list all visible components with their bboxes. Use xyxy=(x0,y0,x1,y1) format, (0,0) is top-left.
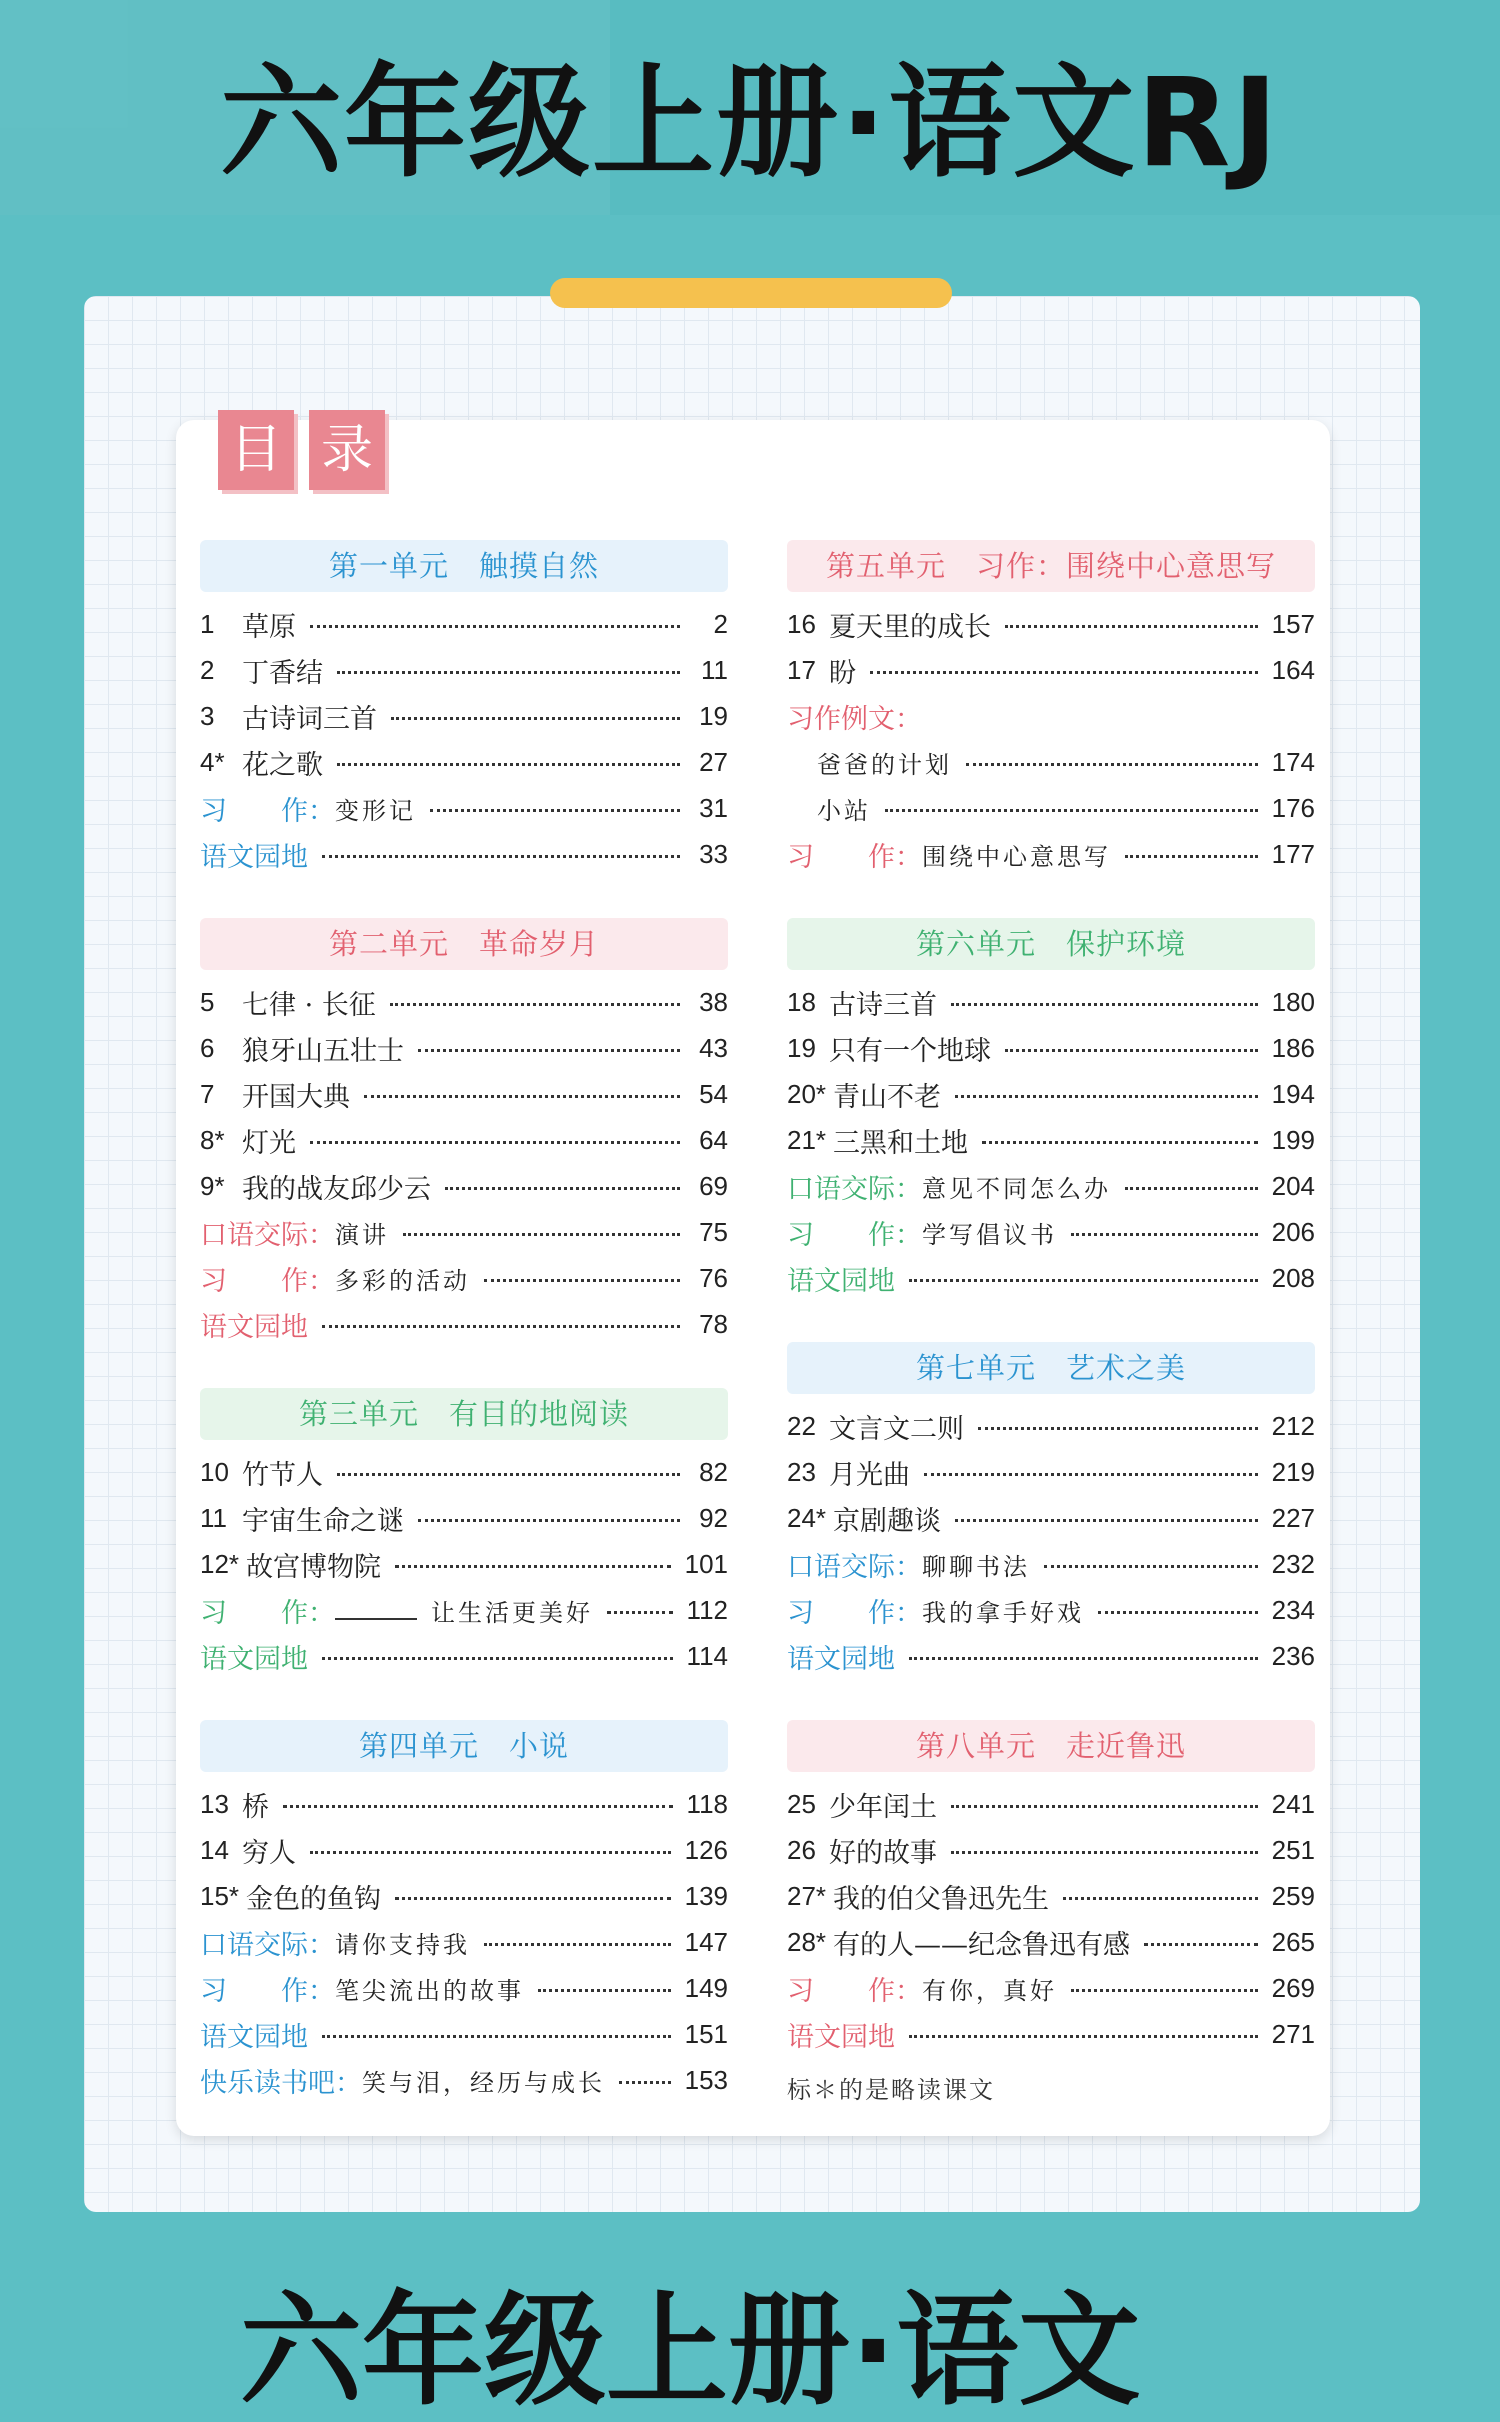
page-number: 33 xyxy=(699,838,728,869)
section-type-label: 语文园地 xyxy=(787,1643,895,1675)
page-number: 31 xyxy=(699,792,728,823)
toc-entry[interactable] xyxy=(787,1924,1315,1960)
page-number: 208 xyxy=(1271,1262,1315,1293)
toc-entry[interactable] xyxy=(200,2016,728,2052)
lesson-number: 1 xyxy=(200,608,215,639)
toc-entry[interactable] xyxy=(787,1786,1315,1822)
dot-leader xyxy=(1098,1611,1258,1614)
dot-leader xyxy=(909,1279,1258,1282)
toc-entry[interactable] xyxy=(200,1500,728,1536)
unit-heading: 第二单元 革命岁月 xyxy=(200,918,728,970)
toc-entry[interactable] xyxy=(787,836,1315,872)
page-number: 234 xyxy=(1271,1594,1315,1625)
entry-title: 好的故事 xyxy=(829,1837,937,1869)
entry-title: 少年闰土 xyxy=(829,1791,937,1823)
page-number: 82 xyxy=(699,1456,728,1487)
section-type-label: 语文园地 xyxy=(200,841,308,873)
page-number: 54 xyxy=(699,1078,728,1109)
unit-heading: 第三单元 有目的地阅读 xyxy=(200,1388,728,1440)
page-number: 114 xyxy=(686,1640,728,1671)
page-number: 19 xyxy=(699,700,728,731)
dot-leader xyxy=(924,1473,1258,1476)
toc-entry[interactable] xyxy=(200,1924,728,1960)
toc-entry[interactable] xyxy=(787,1030,1315,1066)
lesson-number: 10 xyxy=(200,1456,229,1487)
toc-entry[interactable] xyxy=(787,1122,1315,1158)
entry-title: 只有一个地球 xyxy=(829,1035,991,1067)
toc-badge-char-2: 录 xyxy=(309,410,385,490)
dot-leader xyxy=(322,1325,680,1328)
entry-title: 变形记 xyxy=(335,796,416,825)
page-number: 186 xyxy=(1271,1032,1315,1063)
page-number: 259 xyxy=(1271,1880,1315,1911)
section-type-label: 习 作： xyxy=(200,1265,335,1297)
toc-entry[interactable] xyxy=(787,1832,1315,1868)
page-number: 212 xyxy=(1271,1410,1315,1441)
dot-leader xyxy=(1005,625,1258,628)
toc-entry[interactable] xyxy=(787,1546,1315,1582)
toc-entry[interactable] xyxy=(200,1832,728,1868)
dot-leader xyxy=(1044,1565,1258,1568)
section-type-label: 口语交际： xyxy=(200,1219,335,1251)
lesson-number: 3 xyxy=(200,700,215,731)
entry-title: 宇宙生命之谜 xyxy=(242,1505,404,1537)
dot-leader xyxy=(391,717,680,720)
entry-title: 多彩的活动 xyxy=(335,1266,470,1295)
page-number: 236 xyxy=(1271,1640,1315,1671)
entry-title: 我的战友邱少云 xyxy=(242,1173,431,1205)
unit-heading: 第一单元 触摸自然 xyxy=(200,540,728,592)
unit-heading: 第七单元 艺术之美 xyxy=(787,1342,1315,1394)
page-number: 232 xyxy=(1271,1548,1315,1579)
lesson-number: 2 xyxy=(200,654,215,685)
dot-leader xyxy=(982,1141,1258,1144)
page-number: 147 xyxy=(684,1926,728,1957)
entry-title: 让生活更美好 xyxy=(431,1598,593,1627)
section-type-label: 习作例文： xyxy=(787,703,922,735)
section-type-label: 口语交际： xyxy=(787,1551,922,1583)
section-type-label: 习 作： xyxy=(200,1597,335,1629)
page-number: 271 xyxy=(1271,2018,1315,2049)
page-number: 76 xyxy=(699,1262,728,1293)
toc-entry[interactable] xyxy=(200,1214,728,1250)
dot-leader xyxy=(310,1851,671,1854)
section-type-label: 习 作： xyxy=(200,1975,335,2007)
toc-entry[interactable] xyxy=(787,1638,1315,1674)
page-number: 118 xyxy=(686,1788,728,1819)
toc-entry[interactable] xyxy=(787,1970,1315,2006)
toc-entry[interactable] xyxy=(200,836,728,872)
section-type-label: 语文园地 xyxy=(200,1311,308,1343)
page-number: 43 xyxy=(699,1032,728,1063)
entry-title: 我的拿手好戏 xyxy=(922,1598,1084,1627)
page-number: 241 xyxy=(1271,1788,1315,1819)
dot-leader xyxy=(1071,1989,1258,1992)
toc-entry[interactable] xyxy=(200,1168,728,1204)
toc-entry[interactable] xyxy=(787,744,1315,780)
entry-title: 文言文二则 xyxy=(829,1413,964,1445)
dot-leader xyxy=(403,1233,680,1236)
dot-leader xyxy=(418,1049,680,1052)
page-number: 153 xyxy=(684,2064,728,2095)
section-type-label: 习 作： xyxy=(787,841,922,873)
toc-entry[interactable] xyxy=(200,1970,728,2006)
entry-title: 爸爸的计划 xyxy=(817,750,952,779)
dot-leader xyxy=(322,1657,673,1660)
toc-entry[interactable] xyxy=(200,1878,728,1914)
section-type-label: 习 作： xyxy=(787,1597,922,1629)
fill-in-blank xyxy=(335,1600,417,1620)
page-number: 27 xyxy=(699,746,728,777)
toc-entry[interactable] xyxy=(787,1878,1315,1914)
entry-title: 古诗三首 xyxy=(829,989,937,1021)
page-number: 199 xyxy=(1271,1124,1315,1155)
dot-leader xyxy=(951,1851,1258,1854)
entry-title: 灯光 xyxy=(242,1127,296,1159)
page-number: 219 xyxy=(1271,1456,1315,1487)
lesson-number: 27* xyxy=(787,1880,827,1911)
page-number: 92 xyxy=(699,1502,728,1533)
page-number: 206 xyxy=(1271,1216,1315,1247)
toc-entry[interactable] xyxy=(200,698,728,734)
entry-title: 盼 xyxy=(829,657,856,689)
toc-entry[interactable] xyxy=(200,984,728,1020)
page-number: 151 xyxy=(684,2018,728,2049)
section-type-label: 口语交际： xyxy=(200,1929,335,1961)
dot-leader xyxy=(310,625,680,628)
lesson-number: 21* xyxy=(787,1124,827,1155)
dot-leader xyxy=(607,1611,673,1614)
toc-entry[interactable] xyxy=(200,1306,728,1342)
entry-title: 有你，真好 xyxy=(922,1976,1057,2005)
page-number: 251 xyxy=(1271,1834,1315,1865)
dot-leader xyxy=(1005,1049,1258,1052)
page-number: 194 xyxy=(1271,1078,1315,1109)
entry-title: 围绕中心意思写 xyxy=(922,842,1111,871)
lesson-number: 22 xyxy=(787,1410,816,1441)
lesson-number: 23 xyxy=(787,1456,816,1487)
toc-entry[interactable] xyxy=(787,1168,1315,1204)
lesson-number: 25 xyxy=(787,1788,816,1819)
toc-entry[interactable] xyxy=(787,1260,1315,1296)
page-title: 六年级上册·语文RJ xyxy=(220,52,1280,194)
dot-leader xyxy=(310,1141,680,1144)
entry-title: 学写倡议书 xyxy=(922,1220,1057,1249)
entry-title: 我的伯父鲁迅先生 xyxy=(833,1883,1049,1915)
lesson-number: 20* xyxy=(787,1078,827,1109)
lesson-number: 28* xyxy=(787,1926,827,1957)
dot-leader xyxy=(364,1095,680,1098)
lesson-number: 5 xyxy=(200,986,215,1017)
toc-entry[interactable] xyxy=(200,1786,728,1822)
unit-heading: 第八单元 走近鲁迅 xyxy=(787,1720,1315,1772)
toc-entry[interactable] xyxy=(200,652,728,688)
entry-title: 故宫博物院 xyxy=(246,1551,381,1583)
dot-leader xyxy=(951,1003,1258,1006)
page-number: 176 xyxy=(1271,792,1315,823)
section-type-label: 习 作： xyxy=(200,795,335,827)
dot-leader xyxy=(283,1805,673,1808)
dot-leader xyxy=(337,763,680,766)
lesson-number: 15* xyxy=(200,1880,240,1911)
dot-leader xyxy=(1063,1897,1258,1900)
page-number: 149 xyxy=(684,1972,728,2003)
dot-leader xyxy=(418,1519,680,1522)
lesson-number: 4* xyxy=(200,746,225,777)
toc-entry[interactable] xyxy=(200,744,728,780)
dot-leader xyxy=(1125,855,1258,858)
unit-heading: 第六单元 保护环境 xyxy=(787,918,1315,970)
dot-leader xyxy=(966,763,1258,766)
toc-entry[interactable] xyxy=(200,2062,728,2098)
entry-title: 花之歌 xyxy=(242,749,323,781)
toc-entry[interactable] xyxy=(200,1260,728,1296)
page-number: 126 xyxy=(684,1834,728,1865)
page-number: 157 xyxy=(1271,608,1315,639)
toc-entry[interactable] xyxy=(200,606,728,642)
entry-title: 草原 xyxy=(242,611,296,643)
entry-title: 竹节人 xyxy=(242,1459,323,1491)
section-type-label: 语文园地 xyxy=(787,2021,895,2053)
unit-heading: 第五单元 习作：围绕中心意思写 xyxy=(787,540,1315,592)
toc-entry[interactable] xyxy=(787,652,1315,688)
toc-entry[interactable] xyxy=(200,1076,728,1112)
lesson-number: 7 xyxy=(200,1078,215,1109)
lesson-number: 26 xyxy=(787,1834,816,1865)
page-number: 177 xyxy=(1271,838,1315,869)
toc-entry[interactable] xyxy=(200,790,728,826)
toc-entry[interactable] xyxy=(787,790,1315,826)
entry-title: 笑与泪，经历与成长 xyxy=(362,2068,605,2097)
dot-leader xyxy=(955,1095,1258,1098)
dot-leader xyxy=(619,2081,671,2084)
page-number: 139 xyxy=(684,1880,728,1911)
toc-entry[interactable] xyxy=(787,1214,1315,1250)
page-number: 112 xyxy=(686,1594,728,1625)
lesson-number: 18 xyxy=(787,986,816,1017)
binder-tab xyxy=(550,278,952,308)
page-number: 265 xyxy=(1271,1926,1315,1957)
page-number: 2 xyxy=(713,608,728,639)
entry-title: 桥 xyxy=(242,1791,269,1823)
dot-leader xyxy=(951,1805,1258,1808)
page-number: 227 xyxy=(1271,1502,1315,1533)
next-page-title-peek: 六年级上册·语文 xyxy=(240,2280,1141,2422)
page-number: 204 xyxy=(1271,1170,1315,1201)
entry-title: 狼牙山五壮士 xyxy=(242,1035,404,1067)
dot-leader xyxy=(484,1943,671,1946)
page-number: 11 xyxy=(701,654,728,685)
page-number: 78 xyxy=(699,1308,728,1339)
page-number: 269 xyxy=(1271,1972,1315,2003)
toc-entry[interactable] xyxy=(200,1030,728,1066)
entry-title: 意见不同怎么办 xyxy=(922,1174,1111,1203)
lesson-number: 11 xyxy=(200,1502,227,1533)
section-type-label: 语文园地 xyxy=(200,2021,308,2053)
toc-entry[interactable] xyxy=(787,1592,1315,1628)
toc-entry[interactable] xyxy=(200,1638,728,1674)
dot-leader xyxy=(885,809,1258,812)
entry-title: 七律 · 长征 xyxy=(242,989,376,1021)
entry-title: 丁香结 xyxy=(242,657,323,689)
unit-heading: 第四单元 小说 xyxy=(200,1720,728,1772)
section-type-label: 语文园地 xyxy=(787,1265,895,1297)
section-type-label: 习 作： xyxy=(787,1219,922,1251)
lesson-number: 24* xyxy=(787,1502,827,1533)
section-type-label: 口语交际： xyxy=(787,1173,922,1205)
toc-entry[interactable] xyxy=(787,698,1315,734)
lesson-number: 6 xyxy=(200,1032,215,1063)
entry-title: 三黑和土地 xyxy=(833,1127,968,1159)
dot-leader xyxy=(1071,1233,1258,1236)
dot-leader xyxy=(445,1187,680,1190)
entry-title: 开国大典 xyxy=(242,1081,350,1113)
toc-entry[interactable] xyxy=(787,606,1315,642)
toc-entry[interactable] xyxy=(787,1454,1315,1490)
toc-entry[interactable] xyxy=(200,1122,728,1158)
toc-badge-char-1: 目 xyxy=(218,410,294,490)
entry-title: 有的人——纪念鲁迅有感 xyxy=(833,1929,1130,1961)
page-number: 174 xyxy=(1271,746,1315,777)
lesson-number: 13 xyxy=(200,1788,229,1819)
entry-title: 穷人 xyxy=(242,1837,296,1869)
dot-leader xyxy=(322,855,680,858)
entry-title: 京剧趣谈 xyxy=(833,1505,941,1537)
dot-leader xyxy=(909,1657,1258,1660)
dot-leader xyxy=(978,1427,1258,1430)
entry-title: 请你支持我 xyxy=(335,1930,470,1959)
entry-title: 小站 xyxy=(817,796,871,825)
entry-title: 演讲 xyxy=(335,1220,389,1249)
entry-title: 金色的鱼钩 xyxy=(246,1883,381,1915)
page-number: 180 xyxy=(1271,986,1315,1017)
toc-entry[interactable] xyxy=(787,2016,1315,2052)
toc-entry[interactable] xyxy=(200,1546,728,1582)
toc-entry[interactable] xyxy=(787,1076,1315,1112)
toc-entry[interactable] xyxy=(787,1408,1315,1444)
entry-title: 笔尖流出的故事 xyxy=(335,1976,524,2005)
lesson-number: 16 xyxy=(787,608,816,639)
entry-title: 月光曲 xyxy=(829,1459,910,1491)
dot-leader xyxy=(909,2035,1258,2038)
lesson-number: 14 xyxy=(200,1834,229,1865)
lesson-number: 12* xyxy=(200,1548,240,1579)
section-type-label: 习 作： xyxy=(787,1975,922,2007)
dot-leader xyxy=(1125,1187,1258,1190)
page-number: 38 xyxy=(699,986,728,1017)
dot-leader xyxy=(395,1897,671,1900)
dot-leader xyxy=(484,1279,680,1282)
dot-leader xyxy=(322,2035,671,2038)
dot-leader xyxy=(955,1519,1258,1522)
entry-title: 古诗词三首 xyxy=(242,703,377,735)
dot-leader xyxy=(390,1003,680,1006)
page-number: 75 xyxy=(699,1216,728,1247)
page-number: 164 xyxy=(1271,654,1315,685)
page-number: 64 xyxy=(699,1124,728,1155)
section-type-label: 快乐读书吧： xyxy=(200,2067,362,2099)
footnote: 标＊的是略读课文 xyxy=(787,2076,995,2104)
toc-entry[interactable] xyxy=(787,1500,1315,1536)
lesson-number: 8* xyxy=(200,1124,225,1155)
entry-title: 青山不老 xyxy=(833,1081,941,1113)
entry-title: 夏天里的成长 xyxy=(829,611,991,643)
section-type-label: 语文园地 xyxy=(200,1643,308,1675)
lesson-number: 9* xyxy=(200,1170,225,1201)
dot-leader xyxy=(337,1473,680,1476)
toc-entry[interactable] xyxy=(787,984,1315,1020)
page-number: 69 xyxy=(699,1170,728,1201)
entry-title: 聊聊书法 xyxy=(922,1552,1030,1581)
toc-entry[interactable] xyxy=(200,1592,728,1628)
dot-leader xyxy=(1144,1943,1258,1946)
lesson-number: 19 xyxy=(787,1032,816,1063)
dot-leader xyxy=(870,671,1258,674)
dot-leader xyxy=(337,671,680,674)
toc-entry[interactable] xyxy=(200,1454,728,1490)
dot-leader xyxy=(430,809,680,812)
dot-leader xyxy=(538,1989,671,1992)
lesson-number: 17 xyxy=(787,654,816,685)
page-number: 101 xyxy=(684,1548,728,1579)
dot-leader xyxy=(395,1565,671,1568)
